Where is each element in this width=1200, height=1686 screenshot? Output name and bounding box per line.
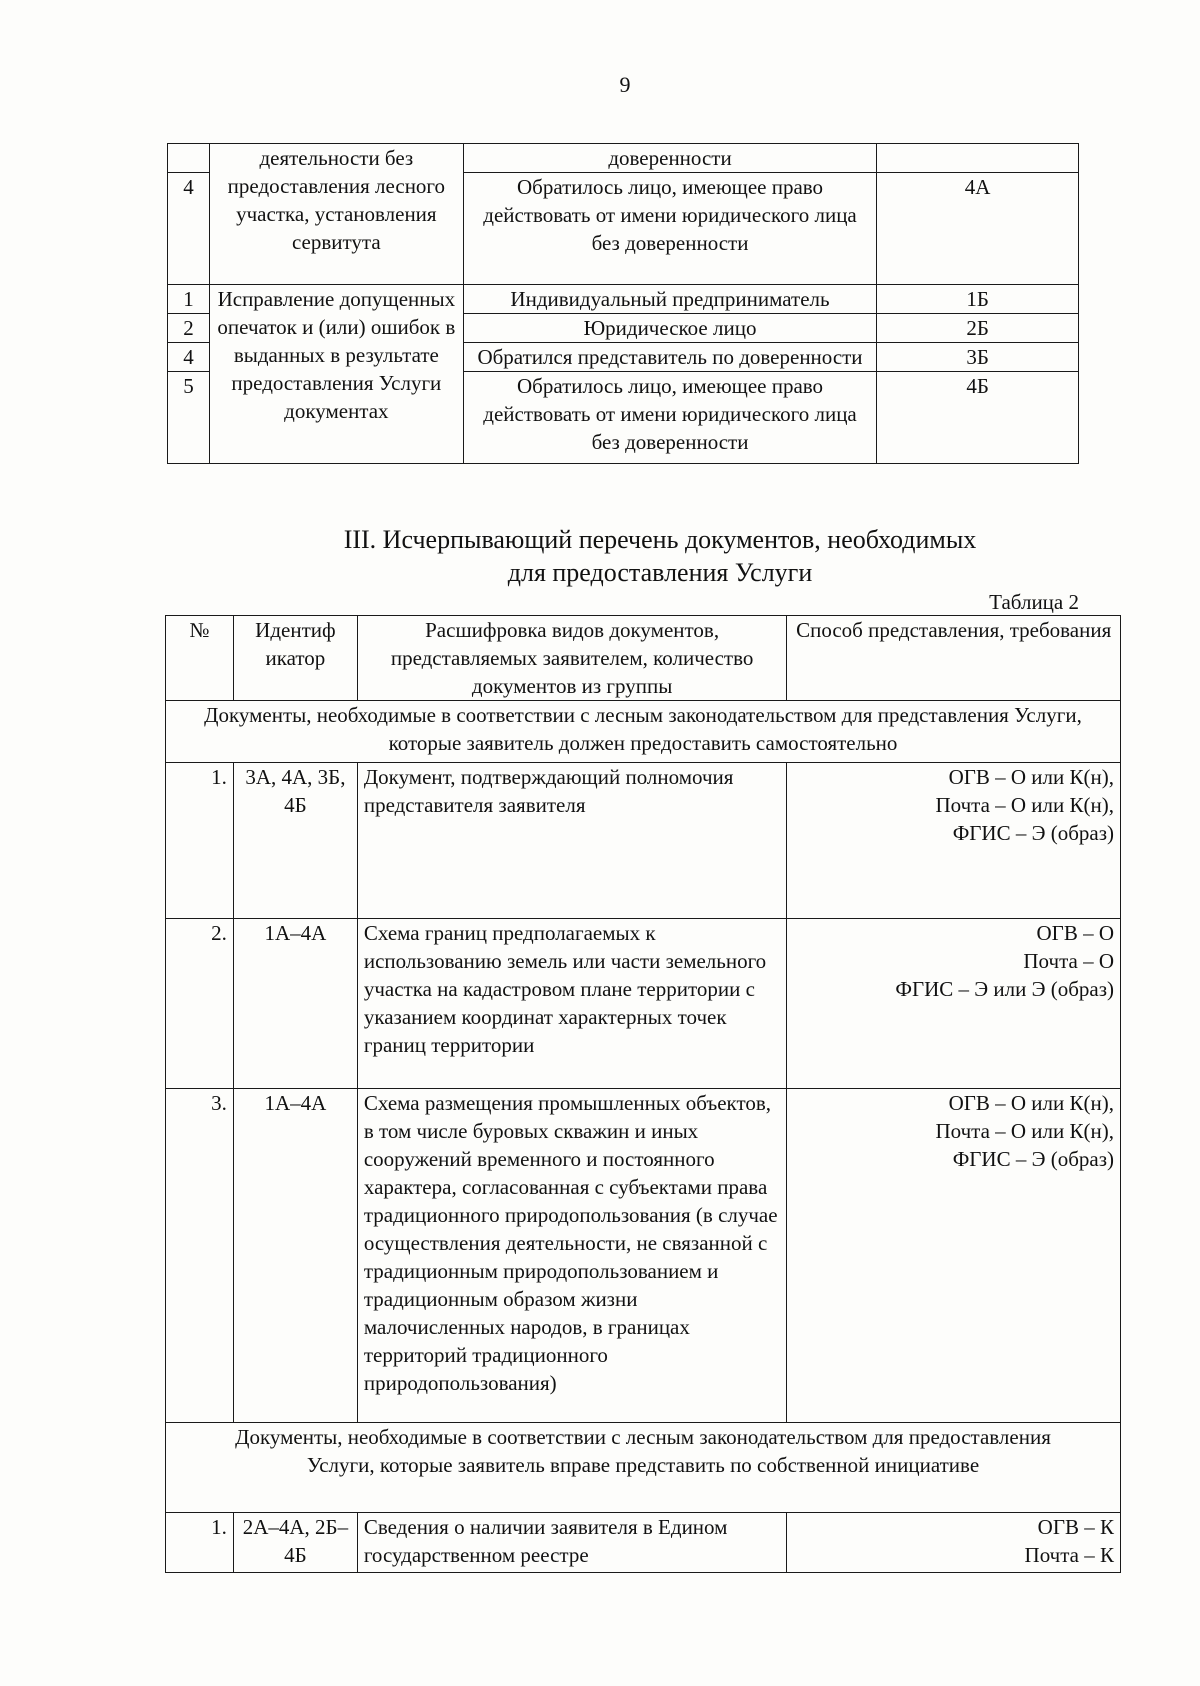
section-heading: Документы, необходимые в соответствии с лесным законодательством для предоставления Услуги, которые заявитель вправе представить по собственной инициативе — [166, 1423, 1121, 1513]
method-line: Почта – К — [1024, 1543, 1114, 1567]
section-heading: Документы, необходимые в соответствии с лесным законодательством для представления Услуги, которые заявитель должен предоставить самостоятельно — [166, 701, 1121, 763]
group-cell: Исправление допущенных опечаток и (или) ошибок в выданных в результате предоставления Услуги документах — [209, 285, 463, 464]
variant-description: Индивидуальный предприниматель — [463, 285, 877, 314]
method-line: ОГВ – О — [1036, 921, 1114, 945]
document-description: Документ, подтверждающий полномочия представителя заявителя — [357, 763, 787, 919]
variant-code: 4Б — [877, 372, 1079, 464]
applicant-variants-table — [167, 143, 1079, 464]
table-row — [166, 1513, 1121, 1573]
method-line: ФГИС – Э (образ) — [952, 1147, 1114, 1171]
submission-method — [787, 1089, 1121, 1423]
variant-description: Обратилось лицо, имеющее право действовать от имени юридического лица без доверенности — [463, 372, 877, 464]
document-identifier: 2А–4А, 2Б–4Б — [233, 1513, 357, 1573]
section-title — [270, 523, 1050, 589]
row-number: 4 — [168, 173, 210, 285]
table-row — [166, 1089, 1121, 1423]
document-description: Сведения о наличии заявителя в Едином государственном реестре — [357, 1513, 787, 1573]
table-header-row — [166, 616, 1121, 701]
method-line: Почта – О — [1023, 949, 1114, 973]
variant-code: 1Б — [877, 285, 1079, 314]
variant-code: 3Б — [877, 343, 1079, 372]
header-description: Расшифровка видов документов, представляемых заявителем, количество документов из группы — [357, 616, 787, 701]
documents-table — [165, 615, 1121, 1573]
variant-code: 2Б — [877, 314, 1079, 343]
section-title-line1: III. Исчерпывающий перечень документов, необходимых — [343, 525, 977, 554]
table-row — [166, 919, 1121, 1089]
method-line: ФГИС – Э или Э (образ) — [895, 977, 1114, 1001]
page-number: 9 — [619, 72, 631, 97]
method-line: Почта – О или К(н), — [935, 793, 1114, 817]
document-description: Схема размещения промышленных объектов, в том числе буровых скважин и иных сооружений временного и постоянного характера, согласованная с субъектами права традиционного природопользования (в случае осуществления деятельности, не связанной с традиционным природопользованием и традиционным образом жизни малочисленных народов, в границах территорий традиционного природопользования) — [357, 1089, 787, 1423]
variant-description: доверенности — [463, 144, 877, 173]
row-number: 1. — [166, 763, 234, 919]
section-title-line2: для предоставления Услуги — [507, 558, 813, 587]
method-line: ФГИС – Э (образ) — [952, 821, 1114, 845]
document-description: Схема границ предполагаемых к использованию земель или части земельного участка на кадастровом плане территории с указанием координат характерных точек границ территории — [357, 919, 787, 1089]
header-number: № — [166, 616, 234, 701]
section-row — [166, 701, 1121, 763]
submission-method — [787, 919, 1121, 1089]
row-number: 2. — [166, 919, 234, 1089]
row-number: 2 — [168, 314, 210, 343]
table-row — [168, 285, 1079, 314]
row-number: 5 — [168, 372, 210, 464]
method-line: Почта – О или К(н), — [935, 1119, 1114, 1143]
submission-method — [787, 763, 1121, 919]
submission-method — [787, 1513, 1121, 1573]
table-row — [168, 144, 1079, 173]
table-label: Таблица 2 — [989, 590, 1079, 614]
variant-description: Обратился представитель по доверенности — [463, 343, 877, 372]
header-identifier: Идентиф икатор — [233, 616, 357, 701]
method-line: ОГВ – О или К(н), — [948, 765, 1114, 789]
row-number: 4 — [168, 343, 210, 372]
method-line: ОГВ – О или К(н), — [948, 1091, 1114, 1115]
row-number: 1. — [166, 1513, 234, 1573]
document-identifier: 3А, 4А, 3Б, 4Б — [233, 763, 357, 919]
variant-code — [877, 144, 1079, 173]
row-number — [168, 144, 210, 173]
document-identifier: 1А–4А — [233, 1089, 357, 1423]
variant-description: Обратилось лицо, имеющее право действовать от имени юридического лица без доверенности — [463, 173, 877, 285]
section-row — [166, 1423, 1121, 1513]
method-line: ОГВ – К — [1037, 1515, 1114, 1539]
header-method: Способ представления, требования — [787, 616, 1121, 701]
document-identifier: 1А–4А — [233, 919, 357, 1089]
variant-description: Юридическое лицо — [463, 314, 877, 343]
table-row — [166, 763, 1121, 919]
row-number: 1 — [168, 285, 210, 314]
row-number: 3. — [166, 1089, 234, 1423]
variant-code: 4А — [877, 173, 1079, 285]
group-cell: деятельности без предоставления лесного участка, установления сервитута — [209, 144, 463, 285]
